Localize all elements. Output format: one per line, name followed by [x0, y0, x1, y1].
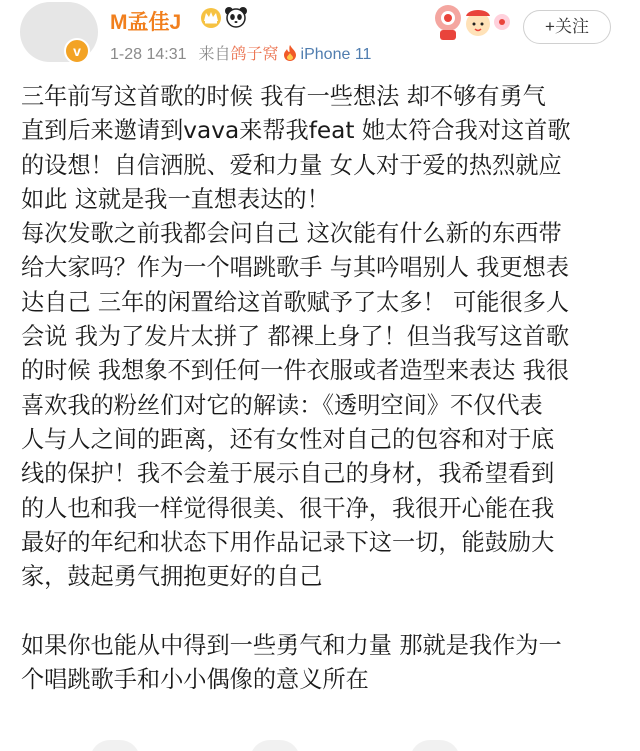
post-text-line: 给大家吗？作为一个唱跳歌手 与其吟唱别人 我更想表	[21, 254, 570, 282]
post-text-line: 会说 我为了发片太拼了 都裸上身了！但当我写这首歌	[21, 323, 570, 351]
post-text-line: 的设想！自信洒脱、爱和力量 女人对于爱的热烈就应	[21, 151, 562, 179]
post-text-line: 三年前写这首歌的时候 我有一些想法 却不够有勇气	[21, 83, 546, 110]
post-text-line: 人与人之间的距离，还有女性对自己的包容和对于底	[21, 425, 555, 453]
post-text-line: 的时候 我想象不到任何一件衣服或者造型来表达 我很	[21, 357, 570, 385]
post-text	[21, 80, 621, 697]
post-text-line: 最好的年纪和状态下用作品记录下这一切，能鼓励大	[21, 528, 555, 556]
crown-icon	[199, 6, 223, 28]
verified-badge-icon: v	[64, 38, 90, 64]
mascot-sticker-icon	[420, 4, 515, 44]
username[interactable]: M孟佳J	[110, 11, 182, 34]
post-text-line: 的人也和我一样觉得很美、很干净，我很开心能在我	[21, 494, 555, 522]
post-time: 1-28 14:31	[110, 46, 187, 63]
post-text-line: 个唱跳歌手和小小偶像的意义所在	[21, 666, 369, 694]
source-link[interactable]: 鸽子窝	[230, 46, 279, 63]
footer-image-thumb[interactable]	[90, 740, 140, 751]
post-text-line: 喜欢我的粉丝们对它的解读：《透明空间》不仅代表	[21, 391, 543, 419]
post-meta	[110, 41, 371, 64]
post-text-line: 每次发歌之前我都会问自己 这次能有什么新的东西带	[21, 220, 562, 248]
panda-icon	[224, 6, 248, 28]
footer-image-thumb[interactable]	[410, 740, 460, 751]
fire-icon	[283, 45, 297, 61]
post-text-line: 线的保护！我不会羞于展示自己的身材，我希望看到	[21, 460, 555, 488]
device-name[interactable]: iPhone 11	[300, 46, 372, 63]
footer-image-thumb[interactable]	[250, 740, 300, 751]
post-text-line: 直到后来邀请到vava来帮我feat 她太符合我对这首歌	[21, 117, 571, 145]
post-text-line: 如此 这就是我一直想表达的！	[21, 185, 330, 213]
post-text-line: 达自己 三年的闲置给这首歌赋予了太多！ 可能很多人	[21, 288, 570, 316]
source-prefix: 来自	[198, 46, 231, 63]
post-text-line: 家，鼓起勇气拥抱更好的自己	[21, 563, 323, 591]
follow-button[interactable]: +关注	[523, 10, 611, 44]
post-text-line	[21, 594, 621, 628]
post-text-line: 如果你也能从中得到一些勇气和力量 那就是我作为一	[21, 631, 562, 659]
